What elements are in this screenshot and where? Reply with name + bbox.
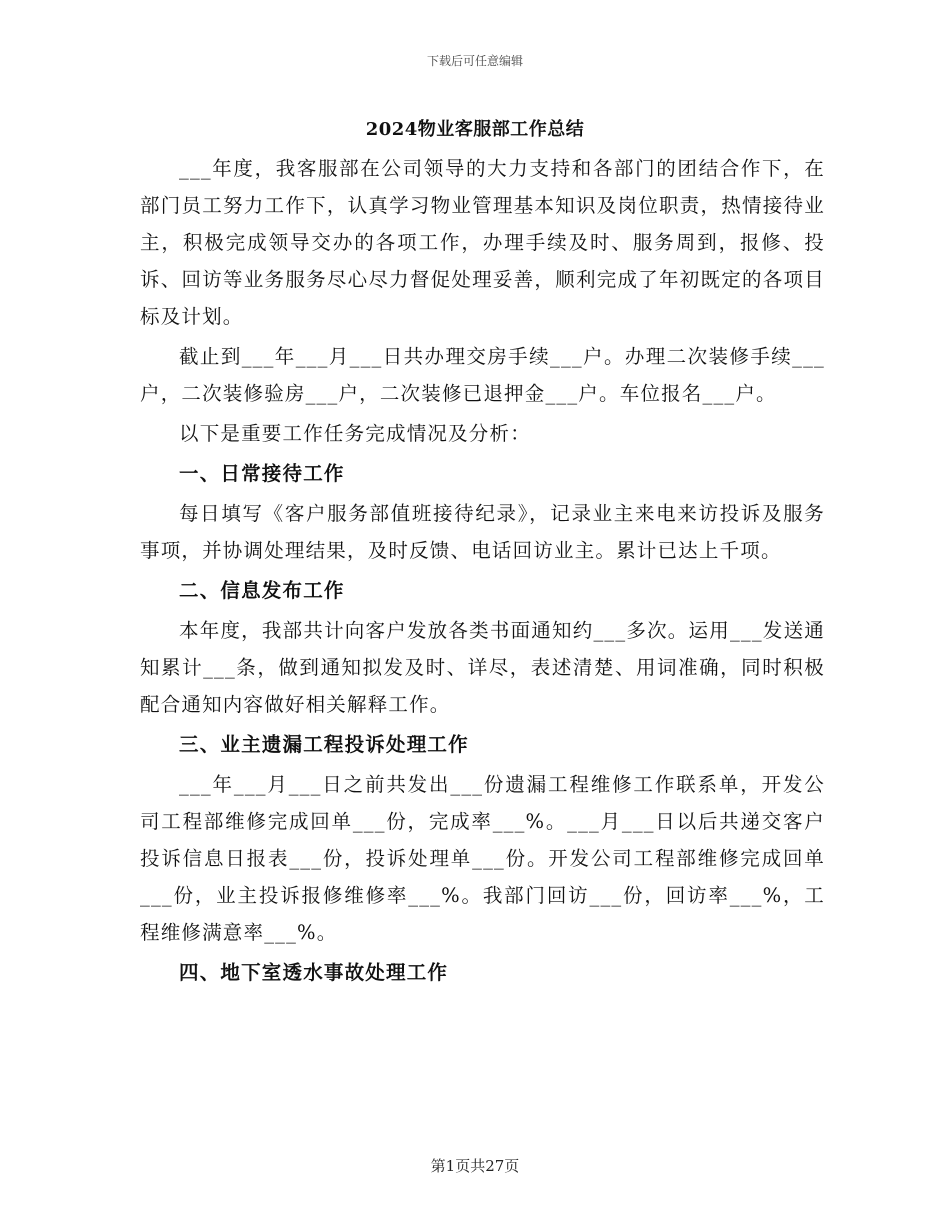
- section-text-complaints: ___年___月___日之前共发出___份遗漏工程维修工作联系单，开发公司工程部维修完成回单___份，完成率___%。___月___日以后共递交客户投诉信息日报表___份，投诉处理单___份。开发公司工程部维修完成回单___份，业主投诉报修维修率___%。我部门回访___份，回访率___%，工程维修满意率___%。: [140, 773, 825, 944]
- section-heading-complaints: 三、业主遗漏工程投诉处理工作: [179, 733, 469, 756]
- section-heading-info-release: 二、信息发布工作: [179, 579, 345, 602]
- document-title: 2024物业客服部工作总结: [365, 119, 585, 140]
- stats-paragraph: 截止到___年___月___日共办理交房手续___户。办理二次装修手续___户，二次装修验房___户，二次装修已退押金___户。车位报名___户。: [140, 345, 825, 405]
- intro-paragraph: ___年度，我客服部在公司领导的大力支持和各部门的团结合作下，在部门员工努力工作下，认真学习物业管理基本知识及岗位职责，热情接待业主，积极完成领导交办的各项工作，办理手续及时、服务周到，报修、投诉、回访等业务服务尽心尽力督促处理妥善，顺利完成了年初既定的各项目标及计划。: [140, 157, 825, 328]
- section-heading-daily-reception: 一、日常接待工作: [179, 462, 345, 485]
- section-heading-basement-flooding: 四、地下室透水事故处理工作: [179, 961, 449, 984]
- section-text-daily-reception: 每日填写《客户服务部值班接待纪录》，记录业主来电来访投诉及服务事项，并协调处理结果，及时反馈、电话回访业主。累计已达上千项。: [140, 502, 825, 562]
- section-text-info-release: 本年度，我部共计向客户发放各类书面通知约___多次。运用___发送通知累计___条，做到通知拟发及时、详尽，表述清楚、用词准确，同时积极配合通知内容做好相关解释工作。: [140, 619, 825, 716]
- header-note: 下载后可任意编辑: [426, 54, 523, 68]
- page-number-footer: 第1页共27页: [430, 1157, 520, 1175]
- document-body: [140, 150, 825, 994]
- lead-paragraph: 以下是重要工作任务完成情况及分析：: [179, 422, 531, 445]
